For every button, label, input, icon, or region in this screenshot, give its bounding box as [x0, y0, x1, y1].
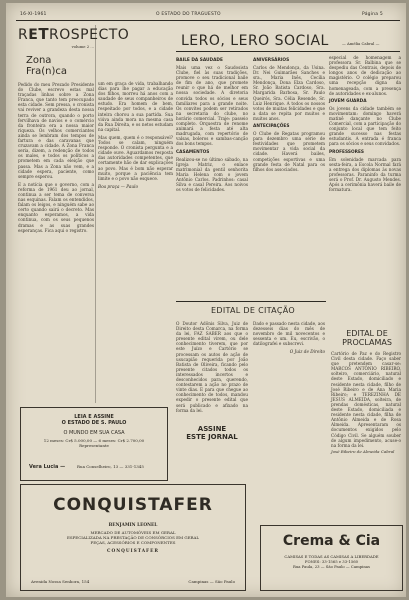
proclamas-body: Cartório de Paz e do Registro Civil desta cidade. Faço saber que pretendem casar-se: MARCOS ANTÔNIO RIBEIRO, solteiro, comerciário, natural deste Estado, domiciliado e residente nesta cidade, filho de José Ribeiro e de Ana Maria Ribeiro; e TEREZINHA DE JESUS ALMEIDA, solteira, de prendas domésticas, natural deste Estado, domiciliada e residente nesta cidade, filha de Antônio Almeida e de Rosa Almeida. Apresentaram os documentos exigidos pelo Código Civil. Se alguém souber de algum impedimento, acuse-o na forma da lei.	[331, 351, 401, 448]
conquistafer-city: Campinas — São Paulo	[188, 579, 235, 584]
leia-representative: Representante	[79, 443, 109, 448]
lero-title: LERO, LERO SOCIAL	[181, 33, 329, 49]
retrospecto-body: Pedido do meu Prezado Presidente do Clube, escrevo estas mal traçadas linhas sobre a Zona Franca, que tanto tem preocupado esta cidade. Sem pressa, o cronista vai reviver a grandeza desta nossa terra de outrora, quando o porto fervilhava de navios e o comércio da fronteira era a nossa maior riqueza. Os velhos comerciantes ainda se lembram dos tempos de fartura e das caravanas que cruzavam a cidade. A Zona Franca seria, dizem, a redenção de todos os males, e todos os políticos a prometem em cada eleição que passa. Mas a Zona não vem, e a cidade espera, paciente, como sempre esperou.	[18, 82, 94, 179]
chronicle-body-2: Mas quem, quem é o responsável? Todos se calam, ninguém responde. O cronista pergunta e a cidade ouve. Aguardamos resposta das autoridades competentes, que certamente hão de dar explicações ao povo. Mas é bom não esperar muito, porque a paciência tem limite e o povo não esquece.	[98, 134, 173, 181]
lero-c-body: especial de homenagem a professora Sr. Balbina que se despediu das Centrais, depois de longos anos de dedicação ao magistério. O colégio preparou uma recepção digna da homenageada, com a presença de autoridades e ex-alunos.	[329, 55, 401, 96]
leia-line-2: O ESTADO DE S. PAULO	[61, 420, 127, 426]
retrospecto-subtitle: Zona Fra(n)ca	[26, 55, 68, 77]
lero-b-body: Carlos de Mendonça, da Usina. Dr. Nei Guimarães Sanches e sra., Maria Inês, Cecília Mendonça, Dona Elza Cardoso, Sr. João Batista Cardoso, Sra. Margarida Barbosa, Sr. Paulo Queirós, Sra. Célia Resende, Sr. Luiz Henrique. A todos os nossos votos de muitas felicidades e que a data se repita por muitos e muitos anos.	[253, 65, 325, 121]
lero-column-a	[176, 55, 248, 297]
leia-contact-label: Vera Lucia —	[29, 464, 66, 470]
proclamas-title: EDITAL DE PROCLAMAS	[342, 329, 392, 347]
assine-box	[178, 425, 246, 441]
conquistafer-line-4: CONQUISTAFER	[107, 549, 159, 554]
crema-line-1: CAMISAS E TODAS AS CAMISAS A LIBERDADE	[284, 554, 379, 559]
citacao-rule	[176, 301, 326, 302]
citacao-column-a	[176, 321, 248, 413]
crema-ad	[260, 525, 403, 591]
conquistafer-line-3: PEÇAS, ACESSÓRIOS E COMPONENTES	[90, 540, 176, 545]
retrospecto-body-2: E a notícia que o governo, com a reforma de 1961 deu ao jornal, continua a ser tema de conversa nas esquinas. Falam os entendidos, falam os leigos, e ninguém sabe ao certo quando sairá o decreto. Mas enquanto esperamos, a vida continua, com os seus pequenos dramas e as suas grandes esperanças. Fica aqui o registro.	[18, 181, 94, 233]
crema-line-2: FONES: 33-1565 e 33-1560	[304, 559, 359, 564]
leia-line-3: O MUNDO EM SUA CASA	[63, 430, 125, 436]
leia-contact: Rua Conselheiro, 13 — 331-1345	[77, 464, 144, 469]
citacao-title: EDITAL DE CITAÇÃO	[211, 306, 295, 315]
proclamas-column	[331, 351, 401, 447]
column-divider	[95, 25, 96, 403]
citacao-body: O Doutor Adônis Silva, Juiz de Direito desta Comarca, na forma da lei, FAZ SABER aos que o presente edital virem, ou dele conhecimento tiverem, que por este Juízo e Cartório se processam os autos de ação de usucapião requerida por João Batista de Oliveira, ficando pelo presente citados todos os interessados incertos e desconhecidos para, querendo, contestarem a ação no prazo de vinte dias. E para que chegue ao conhecimento de todos, mandou expedir o presente edital que será publicado e afixado na forma da lei.	[176, 321, 248, 413]
assine-line-2: ESTE JORNAL	[186, 433, 238, 441]
retrospecto-title: RETROSPECTO	[18, 25, 130, 43]
conquistafer-line-2: ESPECIALIZADA NA PRESTAÇÃO DE CONSÓRCIOS EM GERAL	[66, 535, 200, 540]
lero-b2-body: O Clube de Regatas programou para dezembro uma série de festividades que prometem movimentar a vida social da cidade. Haverá bailes, competições esportivas e uma grande festa de Natal para os filhos dos associados.	[253, 131, 325, 172]
chronicle-column	[98, 81, 173, 401]
header-page-number: Página 5	[362, 12, 383, 17]
newspaper-page	[6, 3, 406, 597]
header-date: 16-XI-1961	[20, 12, 47, 17]
crema-line-3: Rua Paula, 23 — São Paulo — Campinas	[292, 564, 371, 569]
lero-column-c	[329, 55, 401, 320]
lero-c-heading: JOVEM GUARDA	[329, 98, 367, 104]
crema-name: Crema & Cia	[282, 533, 381, 549]
chronicle-signature: Boa praça — Paulo	[98, 183, 138, 189]
lero-c3-body: Em solenidade marcada para sexta-feira, a Escola Normal fará a entrega dos diplomas às novas professoras. Paraninfo da turma será o Prof. Dr. Augusto Mendes. Após a cerimônia haverá baile de formatura.	[329, 156, 401, 193]
leia-prices: 12 meses: Cr$ 5.000,00 — 6 meses: Cr$ 2.700,00	[43, 438, 145, 443]
lero-column-b	[253, 55, 325, 297]
lero-b2-heading: ANTECIPAÇÕES	[253, 124, 290, 130]
header-rule	[16, 20, 400, 21]
leia-assine-ad	[20, 407, 168, 481]
retrospecto-byline: volume 2 ...	[71, 44, 94, 49]
conquistafer-ad	[20, 484, 246, 591]
lero-a2-heading: CASAMENTOS	[176, 149, 210, 155]
lero-c2-body: Os jovens da cidade também se movimentam: domingo haverá matinê dançante no Clube Comercial, com a participação do conjunto local que tem feito grande sucesso nas festas estudantis. A entrada é franca para os sócios e seus convidados.	[329, 105, 401, 147]
lero-byline: — Amélia Cabral —	[342, 41, 380, 46]
conquistafer-address: Avenida Nossa Senhora, 154	[31, 579, 90, 584]
citacao-signature: O Juiz de Direito	[289, 349, 325, 355]
lero-a2-body: Realizou-se no último sábado, na Igreja Matriz, o enlace matrimonial da gentil senhorita Maria Helena com o jovem Antônio Carlos. Padrinhos: casal Silva e casal Pereira. Aos noivos os votos de felicidades.	[176, 156, 248, 193]
conquistafer-owner: BENJAMIN LEONEL	[108, 523, 158, 528]
citacao-column-b	[253, 321, 325, 429]
header-paper-name: O ESTADO DO TRAGUESTO	[156, 12, 221, 17]
lero-rule	[176, 51, 400, 52]
lero-b-heading: ANIVERSÁRIOS	[253, 58, 290, 63]
lero-c3-heading: PROFESSORES	[329, 149, 364, 155]
citacao-body-2: Dado e passado nesta cidade, aos dezesseis dias do mês de novembro de mil novecentos e sessenta e um. Eu, escrivão, o datilografei e subscrevi.	[253, 321, 325, 347]
assine-line-1: ASSINE	[197, 425, 227, 433]
chronicle-body: um em graça de vida, trabalhando dias para lhe pagar a educação dos filhos, morreu há anos com a saudade de seus companheiros de estudo. Era homem de bem, respeitado por todos, e a cidade inteira chorou a sua partida. Sua viúva ainda mora na mesma casa da Rua Direita, e os netos estudam na capital.	[98, 81, 173, 132]
leia-line-1: LEIA E ASSINE	[74, 414, 114, 420]
conquistafer-name: CONQUISTAFER	[53, 495, 213, 515]
proclamas-signature: José Ribeiro de Almeida Cabral	[331, 449, 395, 454]
conquistafer-line-1: MERCADO DE AUTOMÓVEIS EM GERAL	[90, 530, 176, 535]
lero-a-body: Mais uma vez o Saudosista Clube, fiel às suas tradições, promove o seu tradicional baile de fim de ano, que promete reunir o que há de melhor em nossa sociedade. A diretoria convida todos os sócios e seus familiares para a grande noite. Os convites podem ser retirados na secretaria do clube, no horário comercial. Traje: passeio completo. Orquestra de renome animará a festa até alta madrugada, com repertório de valsas, boleros e sambas-canção dos bons tempos.	[176, 65, 248, 147]
lero-a-heading: BAILE DA SAUDADE	[176, 58, 223, 63]
